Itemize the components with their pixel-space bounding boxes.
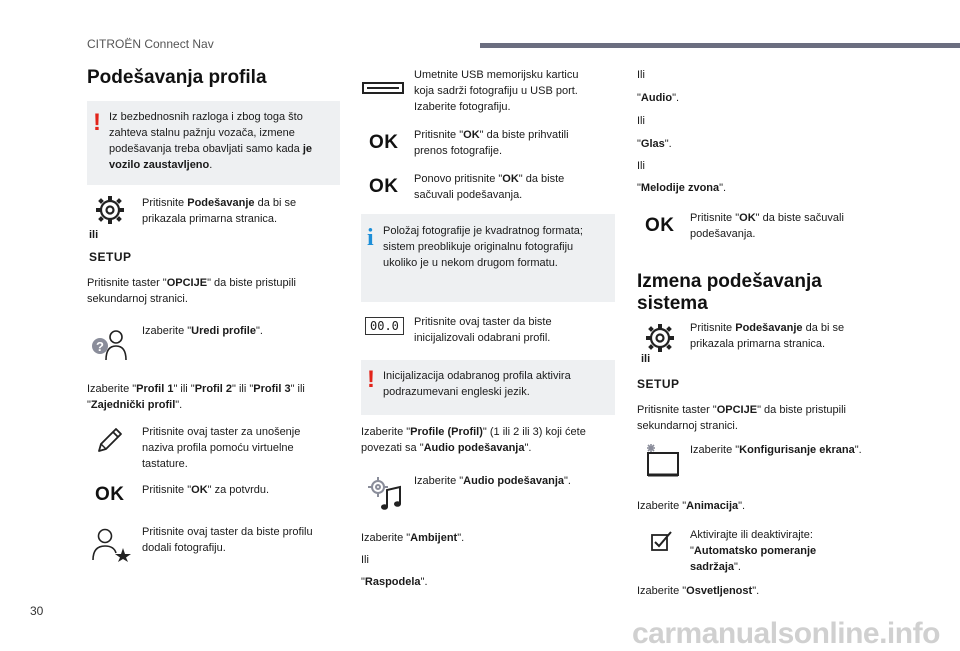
save-instruction: Pritisnite "OK" da biste sačuvali podešavanja. (690, 212, 844, 240)
warning-box-reset (361, 360, 615, 415)
audio-settings-icon (367, 476, 403, 512)
or-label: Ili (637, 160, 645, 172)
section-title-system: Izmena podešavanja sistema (637, 271, 822, 314)
usb-instruction: Umetnite USB memorijsku karticu koja sadrži fotografiju u USB port. Izaberite fotografiju. (414, 69, 579, 113)
ambient-option: Izaberite "Ambijent". (361, 532, 465, 544)
ok-button-icon: OK (95, 484, 125, 505)
header-bar (480, 43, 960, 48)
options-instruction: Pritisnite taster "OPCIJE" da biste pristupili sekundarnoj stranici. (87, 277, 296, 305)
gear-icon (644, 322, 676, 354)
or-label: Ili (637, 69, 645, 81)
setup-label: SETUP (637, 377, 680, 391)
watermark: carmanualsonline.info (632, 617, 940, 650)
info-box (361, 214, 615, 302)
or-label: ili (89, 229, 99, 241)
ok-button-icon: OK (369, 132, 399, 153)
or-label: ili (641, 353, 651, 365)
warning-icon: ! (93, 109, 101, 136)
or-label: Ili (637, 115, 645, 127)
add-photo-icon (90, 526, 132, 562)
info-text: Položaj fotografije je kvadratnog formata; sistem preoblikuje originalnu fotografiju ukoliko je u nekom drugom formatu. (383, 225, 583, 269)
warning-box (87, 101, 340, 185)
setup-label: SETUP (89, 250, 132, 264)
ok-button-icon: OK (369, 176, 399, 197)
info-icon: i (367, 225, 374, 251)
profile-select-instruction: Izaberite "Profil 1" ili "Profil 2" ili "Profil 3" ili "Zajednički profil". (87, 383, 305, 411)
screen-config-icon (642, 443, 682, 479)
settings-instruction: Pritisnite Podešavanje da bi se prikazala primarna stranica. (142, 197, 297, 225)
header-brand: CITROËN Connect Nav (87, 37, 214, 51)
warning-reset-text: Inicijalizacija odabranog profila aktivira podrazumevani engleski jezik. (383, 370, 571, 398)
reset-profile-instruction: Pritisnite ovaj taster da biste inicijalizovali odabrani profil. (414, 316, 552, 344)
distribution-option: "Raspodela". (361, 576, 428, 588)
edit-profile-icon (90, 328, 130, 362)
add-photo-instruction: Pritisnite ovaj taster da biste profilu dodali fotografiju. (142, 526, 313, 554)
settings-instruction: Pritisnite Podešavanje da bi se prikazala primarna stranica. (690, 322, 845, 350)
link-profile-instruction: Izaberite "Profile (Profil)" (1 ili 2 ili 3) koji ćete povezati sa "Audio podešavanja". (361, 426, 586, 454)
warning-text: Iz bezbednosnih razloga i zbog toga što zahteva stalnu pažnju vozača, izmene podešavanja treba obavljati samo kada je vozilo zaustavljeno. (109, 111, 313, 171)
or-label: Ili (361, 554, 369, 566)
confirm-instruction: Pritisnite "OK" za potvrdu. (142, 484, 270, 496)
reset-counter-icon: 00.0 (365, 317, 404, 335)
page-number: 30 (30, 604, 44, 618)
brightness-option: Izaberite "Osvetljenost". (637, 585, 760, 597)
section-title-profile: Podešavanja profila (87, 67, 267, 88)
ok-button-icon: OK (645, 215, 675, 236)
voice-option: "Glas". (637, 138, 672, 150)
screen-config-instruction: Izaberite "Konfigurisanje ekrana". (690, 444, 862, 456)
animation-option: Izaberite "Animacija". (637, 500, 746, 512)
name-entry-instruction: Pritisnite ovaj taster za unošenje naziva profila pomoću virtuelne tastature. (142, 426, 301, 470)
checkbox-icon (651, 530, 673, 552)
audio-settings-instruction: Izaberite "Audio podešavanja". (414, 475, 571, 487)
svg-text:?: ? (96, 339, 104, 354)
ringtones-option: "Melodije zvona". (637, 182, 727, 194)
gear-icon (94, 194, 126, 226)
save-settings-instruction: Ponovo pritisnite "OK" da biste sačuvali podešavanja. (414, 173, 565, 201)
warning-icon: ! (367, 366, 375, 393)
usb-icon (362, 80, 404, 96)
audio-option: "Audio". (637, 92, 680, 104)
auto-scroll-instruction: Aktivirajte ili deaktivirajte: "Automatsko pomeranje sadržaja". (690, 529, 817, 573)
options-instruction: Pritisnite taster "OPCIJE" da biste pristupili sekundarnoj stranici. (637, 404, 846, 432)
accept-transfer-instruction: Pritisnite "OK" da biste prihvatili prenos fotografije. (414, 129, 569, 157)
edit-profile-instruction: Izaberite "Uredi profile". (142, 325, 263, 337)
pencil-icon (95, 425, 123, 455)
